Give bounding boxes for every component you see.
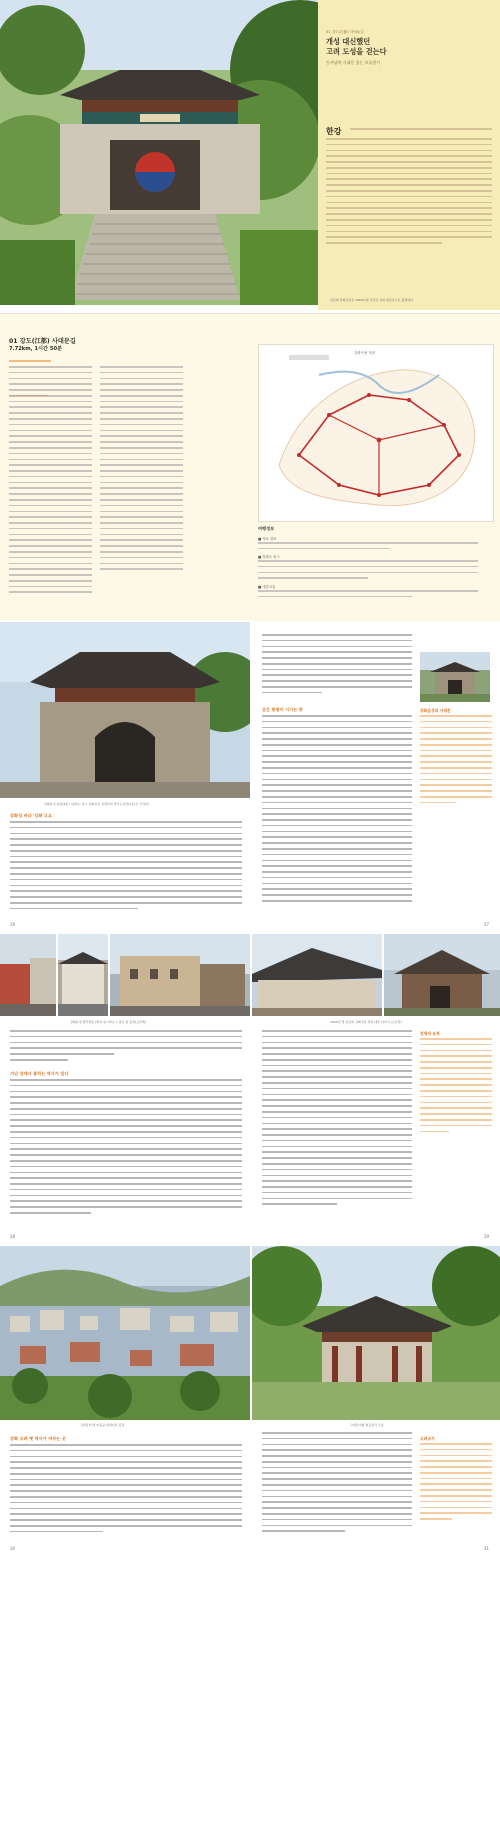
right-body-1 bbox=[262, 634, 412, 702]
church-photo-2-svg bbox=[384, 934, 500, 1016]
route-col1-text bbox=[9, 366, 92, 611]
route-map-svg bbox=[259, 345, 495, 523]
palace-left-body bbox=[10, 1444, 242, 1544]
streets-heading: 지난 성에서 통하는 역사가 있다 bbox=[10, 1071, 69, 1076]
palace-right-body bbox=[262, 1432, 412, 1544]
route-title: 01 강도(江都) 사대문길 bbox=[9, 338, 76, 345]
guide-box bbox=[258, 526, 494, 614]
page-number-27: 27 bbox=[484, 922, 490, 927]
spread-palace bbox=[0, 1246, 500, 1826]
route-subtitle: 7.72km, 1시간 50분 bbox=[9, 346, 63, 352]
series-label: 01 강도(江都) 사에둘길 bbox=[326, 30, 364, 34]
south-gate-photo bbox=[0, 622, 250, 798]
left-body bbox=[10, 821, 242, 917]
guide-item-1: ■ 자료 정보 bbox=[258, 537, 277, 541]
intro-panel bbox=[318, 0, 500, 310]
church-photo-1 bbox=[252, 934, 382, 1016]
route-map bbox=[258, 344, 494, 522]
page-number-30: 30 bbox=[10, 1546, 16, 1551]
streets-left-body-2 bbox=[10, 1079, 242, 1229]
route-col2-text bbox=[100, 366, 183, 596]
sidebar-title-war: 전쟁의 유적 bbox=[420, 1031, 440, 1036]
guide-item-2-text bbox=[258, 560, 478, 584]
intro-body-text-2 bbox=[326, 138, 492, 288]
palace-photo bbox=[252, 1246, 500, 1420]
town-view-photo bbox=[0, 1246, 250, 1420]
streets-caption-left: 강화읍성 옛건축들 (좌측 위·거리) 그 바로 옆 풍경(오른쪽) bbox=[70, 1020, 147, 1024]
sidebar-title-palace: 고려궁지 bbox=[420, 1436, 435, 1441]
sidebar-war-text bbox=[420, 1038, 492, 1148]
streets-left-body-1 bbox=[10, 1030, 242, 1066]
palace-heading: 강화 고려 옛 역사가 머무는 곳 bbox=[10, 1436, 66, 1441]
sidebar-title-gates: 강화읍성의 사대문 bbox=[420, 708, 451, 713]
palace-svg bbox=[252, 1246, 500, 1420]
gate-photo bbox=[0, 0, 318, 305]
gate-caption: 남문의 강화읍성문 1900년대 건립된 성의 회전성으로 불렸었다 bbox=[330, 298, 413, 302]
street-photo-2-svg bbox=[58, 934, 108, 1016]
page-number-29: 29 bbox=[484, 1234, 490, 1239]
church-photo-1-svg bbox=[252, 934, 382, 1016]
right-body-2 bbox=[262, 715, 412, 923]
guide-item-3: ■ 대중교통 bbox=[258, 585, 276, 589]
gate-illustration bbox=[0, 0, 318, 305]
page-number-31: 31 bbox=[484, 1546, 490, 1551]
sidebar-palace-text bbox=[420, 1443, 492, 1533]
page-number-26: 26 bbox=[10, 922, 16, 927]
page-number-28: 28 bbox=[10, 1234, 16, 1239]
sidebar-gates-text bbox=[420, 715, 492, 815]
street-photo-3 bbox=[110, 934, 250, 1016]
right-heading: 곧은 통랑이 시가는 중 bbox=[262, 707, 303, 712]
intro-title-line2: 고려 도성을 걷는다 bbox=[326, 47, 387, 56]
guide-item-2: ■ 강화도 버스 bbox=[258, 555, 280, 559]
map-label: 강화산성 북문 bbox=[354, 351, 376, 355]
palace-caption-right: 고려궁지의 외규장각 모습 bbox=[350, 1423, 384, 1427]
guide-item-3-text bbox=[258, 590, 478, 602]
intro-subtitle: 동서남북 사대문 있는 보물찾기 bbox=[326, 60, 381, 65]
lead-char: 한강 bbox=[326, 127, 342, 136]
town-view-svg bbox=[0, 1246, 250, 1420]
guide-title: 여행정보 bbox=[258, 526, 275, 531]
south-gate-illustration bbox=[0, 622, 250, 798]
spread-route bbox=[0, 313, 500, 621]
spread-intro bbox=[0, 0, 500, 310]
spread-streets bbox=[0, 934, 500, 1244]
gate-thumb-illustration bbox=[420, 652, 490, 702]
gate-spread-caption: 강화읍성 남문(4문) '남대'는 다시 문화유산 지정되어 경기도유산(1호)로 가 있다. bbox=[44, 802, 150, 806]
street-photo-3-svg bbox=[110, 934, 250, 1016]
gate-thumb-photo bbox=[420, 652, 490, 702]
left-heading: 강화성 바다 '강화'고요 bbox=[10, 813, 52, 818]
church-photo-2 bbox=[384, 934, 500, 1016]
street-photo-1 bbox=[0, 934, 56, 1016]
streets-caption-right: 1900년 옛 성공회 강화성당 축성 내부 이야기 (오른쪽) bbox=[330, 1020, 402, 1024]
intro-body-text bbox=[350, 128, 492, 138]
palace-caption-left: 고려궁터 옛 마을을 내려다본 풍경 bbox=[80, 1423, 125, 1427]
intro-title-line1: 개성 대신했던 bbox=[326, 37, 371, 46]
street-photo-2 bbox=[58, 934, 108, 1016]
streets-right-body bbox=[262, 1030, 412, 1230]
street-photo-1-svg bbox=[0, 934, 56, 1016]
guide-item-1-text bbox=[258, 542, 478, 554]
spread-gates bbox=[0, 622, 500, 932]
